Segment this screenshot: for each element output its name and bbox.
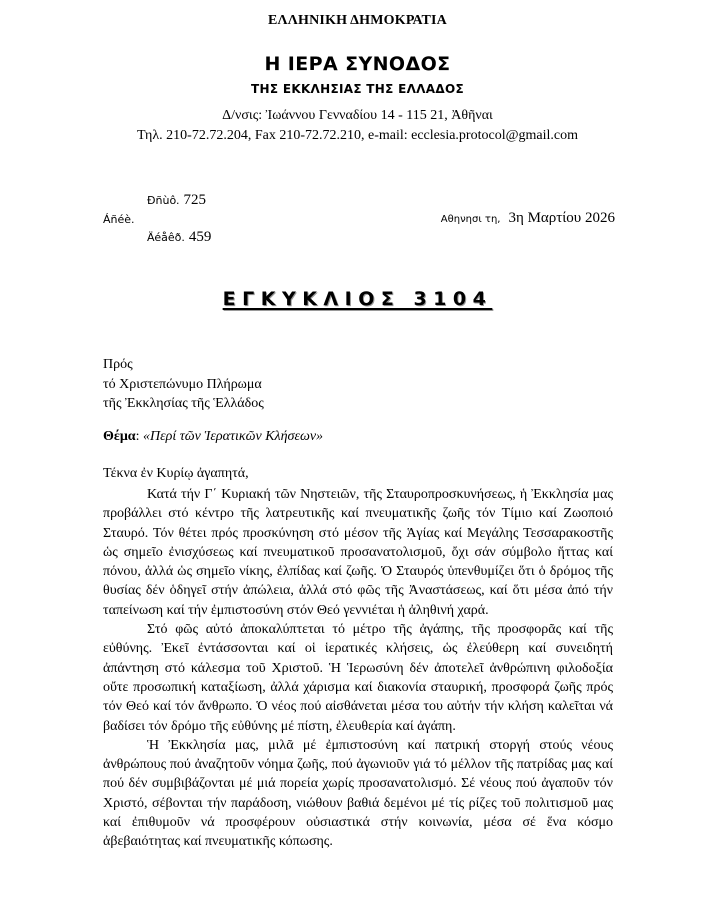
place-label: Αθηνησι τη, — [440, 214, 501, 225]
recipient-line: τό Χριστεπώνυμο Πλήρωμα — [103, 376, 262, 392]
subject-colon: : — [135, 429, 144, 444]
postal-address: Δ/νσις: Ἰωάννου Γενναδίου 14 - 115 21, Ἀθῆναι — [222, 108, 493, 123]
subject-text: «Περί τῶν Ἱερατικῶν Κλήσεων» — [143, 429, 324, 444]
body-paragraph: Ἡ Ἐκκλησία μας, μιλᾶ μέ ἐμπιστοσύνη καί πατρική στοργή στούς νέους ἀνθρώπους πού ἀναζητοῦν νόημα ζωῆς, πού ἀγωνιοῦν γιά τό μέλλον τῆς πατρίδας μας καί πού δέν συμβιβάζονται μέ μιά πορεία χωρίς προσανατολισμό. Σέ νέους πού ἀγαποῦν τόν Χριστό, σέβονται τήν παράδοση, νιώθουν βαθιά δεμένοι μέ τίς ρίζες τοῦ πολιτισμοῦ μας καί ἐπιθυμοῦν νά προσφέρουν οὐσιαστικά στήν κοινωνία, μέσα σέ ἕνα κόσμο ἀβεβαιότητας καί πνευματικῆς κόπωσης. — [103, 737, 613, 850]
protocol-number: 725 — [183, 192, 207, 208]
country-header: ΕΛΛΗΝΙΚΗ ΔΗΜΟΚΡΑΤΙΑ — [268, 13, 447, 28]
letter-body — [103, 485, 613, 852]
body-paragraph: Στό φῶς αὐτό ἀποκαλύπτεται τό μέτρο τῆς ἀγάπης, τῆς προσφορᾶς καί τῆς εὐθύνης. Ἐκεῖ ἐντάσσονται καί οἱ ἱερατικές κλήσεις, ὡς ἐλεύθερη καί συνειδητή ἀπάντηση στό κάλεσμα τοῦ Χριστοῦ. Ἡ Ἱερωσύνη δέν ἀποτελεῖ ἀνθρώπινη φιλοδοξία οὔτε προσωπική καταξίωση, ἀλλά χάρισμα καί διακονία σταυρική, προσφορά ζωῆς πρός τόν Θεό καί τόν ἄνθρωπο. Ὁ νέος πού αἰσθάνεται μέσα του αὐτήν τήν κλήση καλεῖται νά βαδίσει τόν δρόμο τῆς εὐθύνης μέ πίστη, ἐλευθερία καί ἀγάπη. — [103, 622, 613, 734]
protocol-label: Ðñùô. — [147, 194, 180, 207]
synod-title: Η ΙΕΡΑ ΣΥΝΟΔΟΣ — [264, 53, 451, 75]
subject-line — [103, 429, 323, 445]
recipient-line: τῆς Ἐκκλησίας τῆς Ἑλλάδος — [103, 396, 264, 411]
file-label: Áñéè. — [103, 213, 135, 226]
recipient-line: Πρός — [103, 357, 133, 372]
dispatch-label: Äéåêð. — [147, 231, 185, 244]
greeting: Τέκνα ἐν Κυρίῳ ἀγαπητά, — [103, 466, 249, 481]
recipient-block — [103, 355, 264, 414]
protocol-ref — [147, 191, 206, 209]
subject-label: Θέμα — [103, 429, 136, 444]
file-ref — [103, 210, 135, 228]
dispatch-number: 459 — [188, 229, 212, 245]
dispatch-ref — [147, 228, 211, 246]
document-date: 3η Μαρτίου 2026 — [508, 210, 615, 226]
church-subtitle: ΤΗΣ ΕΚΚΛΗΣΙΑΣ ΤΗΣ ΕΛΛΑΔΟΣ — [251, 82, 464, 96]
place-date — [441, 209, 615, 227]
encyclical-title: ΕΓΚΥΚΛΙΟΣ 3104 — [222, 288, 493, 310]
body-paragraph: Κατά τήν Γ΄ Κυριακή τῶν Νηστειῶν, τῆς Σταυροπροσκυνήσεως, ἡ Ἐκκλησία μας προβάλλει στό κέντρο τῆς λατρευτικῆς καί πνευματικῆς ζωῆς τόν Τίμιο καί Ζωοποιό Σταυρό. Τόν θέτει πρός προσκύνηση στό μέσον τῆς Ἁγίας καί Μεγάλης Τεσσαρακοστῆς ὡς σημεῖο ἐνισχύσεως καί πνευματικοῦ προσανατολισμοῦ, ὄχι σάν σύμβολο ἥττας καί πόνου, ἀλλά ὡς σημεῖο νίκης, ἐλπίδας καί ζωῆς. Ὁ Σταυρός ὑπενθυμίζει ὅτι ὁ δρόμος τῆς θυσίας δέν ὁδηγεῖ στήν ἀπώλεια, ἀλλά στό φῶς τῆς Ἀναστάσεως, καί ὅτι μέσα ἀπό τήν ταπείνωση καί τήν ἐμπιστοσύνη στόν Θεό γεννιέται ἡ ἀληθινή χαρά. — [103, 487, 613, 618]
contact-line: Τηλ. 210-72.72.204, Fax 210-72.72.210, e-mail: ecclesia.protocol@gmail.com — [137, 128, 578, 143]
